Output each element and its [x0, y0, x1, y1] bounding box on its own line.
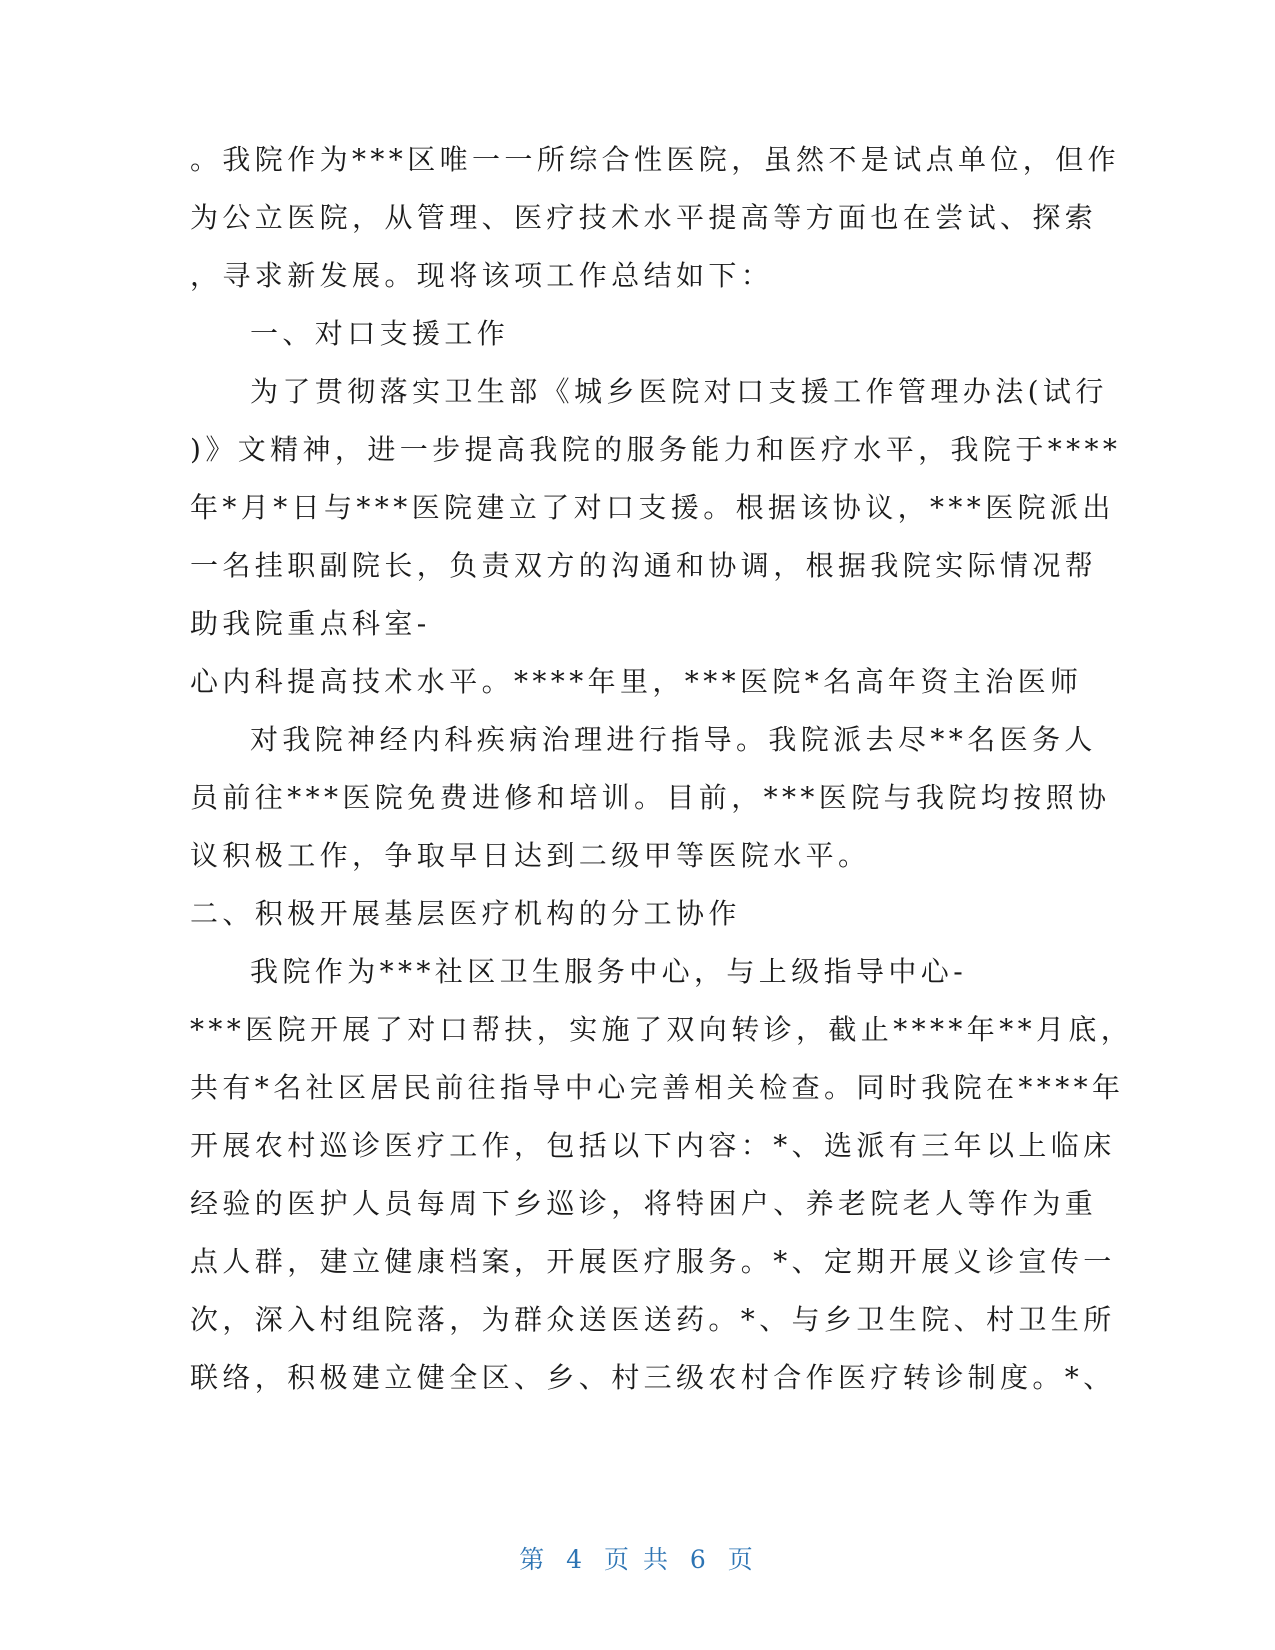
body-line: 对我院神经内科疾病治理进行指导。我院派去尽**名医务人: [250, 723, 1097, 756]
body-line: 一名挂职副院长，负责双方的沟通和协调，根据我院实际情况帮: [190, 549, 1098, 582]
section-heading: 二、积极开展基层医疗机构的分工协作: [190, 897, 741, 930]
body-line: ，寻求新发展。现将该项工作总结如下：: [190, 259, 774, 292]
body-line: 共有*名社区居民前往指导中心完善相关检查。同时我院在****年: [190, 1071, 1125, 1104]
section-heading: 一、对口支援工作: [250, 317, 510, 350]
body-line: )》文精神，进一步提高我院的服务能力和医疗水平，我院于****: [190, 433, 1122, 466]
body-line: 。我院作为***区唯一一所综合性医院，虽然不是试点单位，但作: [190, 143, 1121, 176]
body-line: 联络，积极建立健全区、乡、村三级农村合作医疗转诊制度。*、: [190, 1361, 1116, 1394]
body-line: 开展农村巡诊医疗工作，包括以下内容：*、选派有三年以上临床: [190, 1129, 1116, 1162]
body-line: 为公立医院，从管理、医疗技术水平提高等方面也在尝试、探索: [190, 201, 1098, 234]
body-line: 议积极工作，争取早日达到二级甲等医院水平。: [190, 839, 871, 872]
body-line: 点人群，建立健康档案，开展医疗服务。*、定期开展义诊宣传一: [190, 1245, 1116, 1278]
footer-total-pages: 6: [689, 1545, 709, 1574]
body-line: 员前往***医院免费进修和培训。目前，***医院与我院均按照协: [190, 781, 1111, 814]
footer-mid: 页 共: [604, 1545, 671, 1574]
body-line: 次，深入村组院落，为群众送医送药。*、与乡卫生院、村卫生所: [190, 1303, 1116, 1336]
body-line: 助我院重点科室-: [190, 607, 431, 640]
body-line: 心内科提高技术水平。****年里，***医院*名高年资主治医师: [190, 665, 1083, 698]
footer-prefix: 第: [519, 1545, 548, 1574]
footer-suffix: 页: [727, 1545, 756, 1574]
page-footer: [0, 1540, 1275, 1576]
body-line: 年*月*日与***医院建立了对口支援。根据该协议，***医院派出: [190, 491, 1115, 524]
body-line: 为了贯彻落实卫生部《城乡医院对口支援工作管理办法(试行: [250, 375, 1108, 408]
body-line: 我院作为***社区卫生服务中心，与上级指导中心-: [250, 955, 968, 988]
body-line: 经验的医护人员每周下乡巡诊，将特困户、养老院老人等作为重: [190, 1187, 1098, 1220]
footer-page-number: 4: [566, 1545, 586, 1574]
body-line: ***医院开展了对口帮扶，实施了双向转诊，截止****年**月底，: [190, 1013, 1134, 1046]
